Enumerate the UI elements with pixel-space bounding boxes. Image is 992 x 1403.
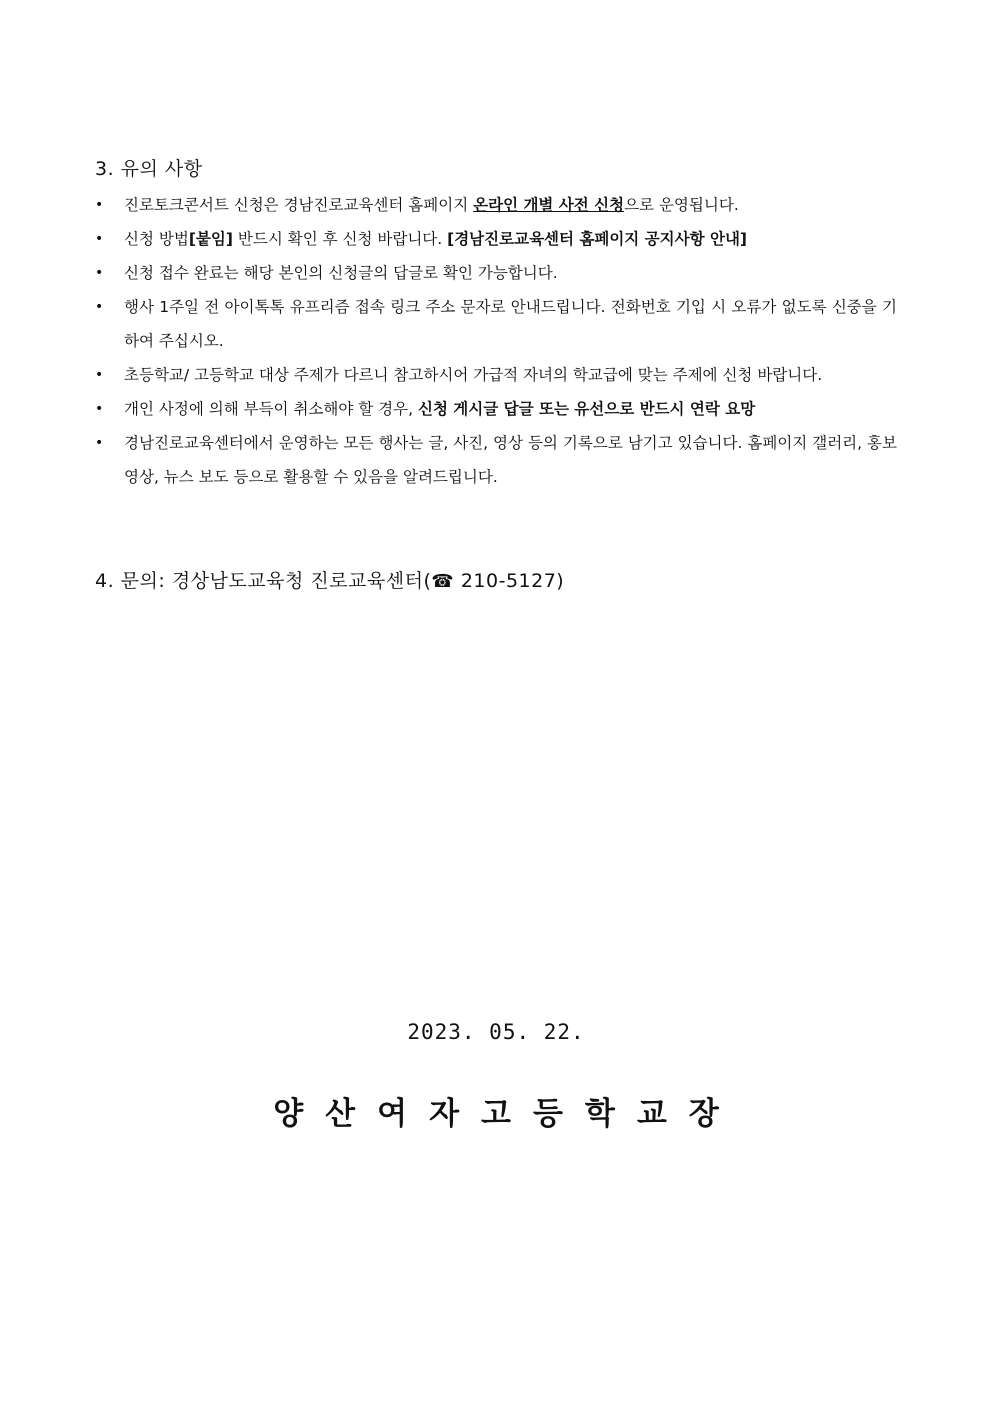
note-text: 진로토크콘서트 신청은 경남진로교육센터 홈페이지 xyxy=(124,196,474,214)
bullet-icon: • xyxy=(95,435,104,451)
note-text: 경남진로교육센터에서 운영하는 모든 행사는 글, 사진, 영상 등의 기록으로 남기고 있습니다. 홈페이지 갤러리, 홍보영상, 뉴스 보도 등으로 활용할 수 있음을 알려드립니다. xyxy=(124,434,897,486)
bullet-icon: • xyxy=(95,367,104,383)
note-text: [붙임] xyxy=(188,230,233,248)
note-text: 신청 방법 xyxy=(124,230,189,248)
note-item xyxy=(95,358,897,392)
notes-list xyxy=(95,188,897,494)
note-text: 반드시 확인 후 신청 바랍니다. xyxy=(232,230,448,248)
bullet-icon: • xyxy=(95,197,104,213)
note-text: 신청 게시글 답글 또는 유선으로 반드시 연락 요망 xyxy=(417,400,756,418)
contact-line xyxy=(95,566,564,593)
note-item xyxy=(95,256,897,290)
note-item xyxy=(95,426,897,494)
bullet-icon: • xyxy=(95,401,104,417)
document-date: 2023. 05. 22. xyxy=(407,1020,585,1044)
note-item xyxy=(95,222,897,256)
note-text: 행사 1주일 전 아이톡톡 유프리즘 접속 링크 주소 문자로 안내드립니다. 전화번호 기입 시 오류가 없도록 신중을 기하여 주십시오. xyxy=(124,298,897,350)
phone-icon: ☎ xyxy=(431,571,455,592)
note-item xyxy=(95,290,897,358)
section-title-notes: 3. 유의 사항 xyxy=(95,158,203,180)
note-text: 온라인 개별 사전 신청 xyxy=(473,196,625,214)
note-text: 신청 접수 완료는 해당 본인의 신청글의 답글로 확인 가능합니다. xyxy=(124,264,558,282)
note-text: 으로 운영됩니다. xyxy=(624,196,739,214)
bullet-icon: • xyxy=(95,231,104,247)
bullet-icon: • xyxy=(95,299,104,315)
note-text: 개인 사정에 의해 부득이 취소해야 할 경우, xyxy=(124,400,418,418)
note-text: [경남진로교육센터 홈페이지 공지사항 안내] xyxy=(447,230,747,248)
note-item xyxy=(95,392,897,426)
contact-text: 4. 문의: 경상남도교육청 진로교육센터( xyxy=(95,570,432,592)
note-text: 초등학교/ 고등학교 대상 주제가 다르니 참고하시어 가급적 자녀의 학교급에 맞는 주제에 신청 바랍니다. xyxy=(124,366,823,384)
note-item xyxy=(95,188,897,222)
bullet-icon: • xyxy=(95,265,104,281)
issuer-name: 양산여자고등학교장 xyxy=(273,1096,741,1132)
contact-phone: 210-5127) xyxy=(454,570,565,592)
